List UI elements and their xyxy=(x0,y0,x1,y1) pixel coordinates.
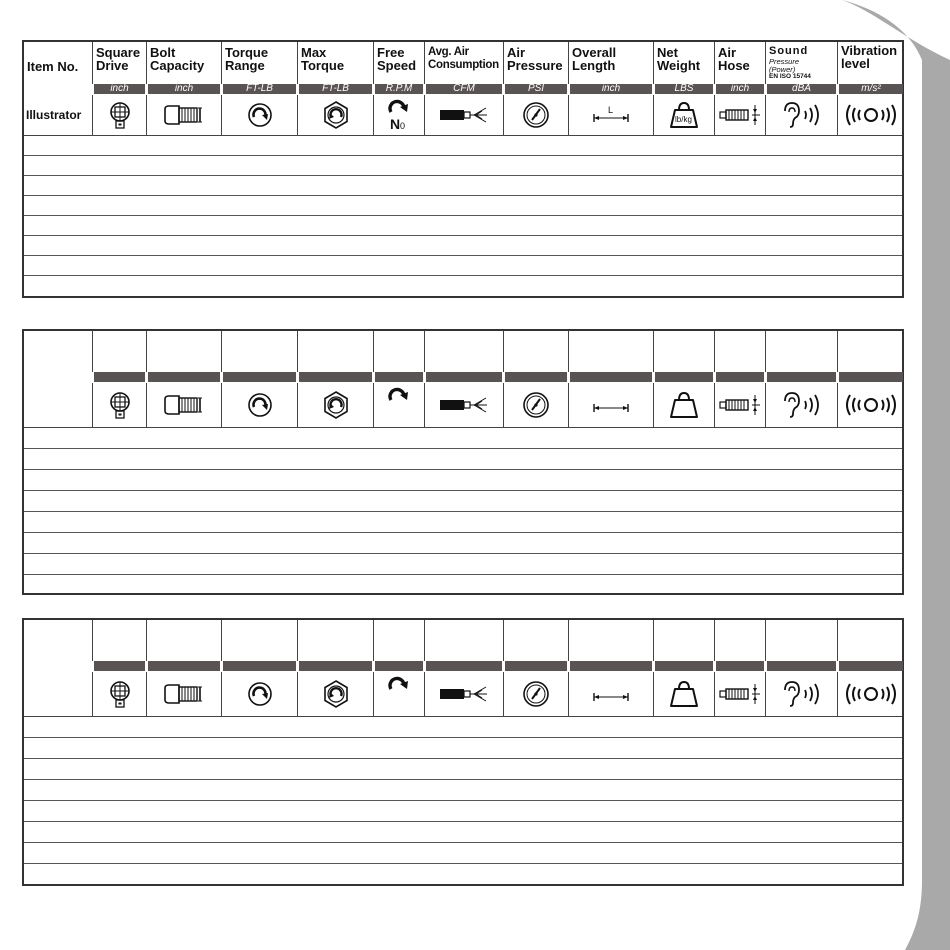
spec-table-1 xyxy=(22,40,904,298)
unit-air-pressure: PSI xyxy=(505,84,567,94)
air-consumption-icon xyxy=(424,672,503,716)
unit-bar xyxy=(767,372,836,382)
header-air-hose xyxy=(714,620,765,661)
header-sound xyxy=(765,620,837,661)
header-vibration xyxy=(837,331,904,372)
unit-bar xyxy=(505,661,567,671)
pressure-gauge-icon xyxy=(503,383,568,427)
unit-net-weight: LBS xyxy=(655,84,713,94)
header-air-hose xyxy=(714,331,765,372)
table-row xyxy=(24,822,902,843)
unit-bar xyxy=(839,661,903,671)
header-vibration: Vibration level xyxy=(837,42,904,84)
header-net-weight xyxy=(653,331,714,372)
torque-range-icon xyxy=(221,95,297,135)
length-l-label: L xyxy=(608,105,614,115)
pressure-gauge-icon xyxy=(503,95,568,135)
icon-row xyxy=(24,94,902,135)
unit-row xyxy=(24,661,902,671)
torque-range-icon xyxy=(221,383,297,427)
table-row xyxy=(24,196,902,216)
header-torque-range xyxy=(221,331,297,372)
unit-bar xyxy=(570,661,652,671)
unit-vibration: m/s² xyxy=(839,84,903,94)
header-bolt-capacity xyxy=(146,620,221,661)
header-sound xyxy=(765,331,837,372)
pressure-gauge-icon xyxy=(503,672,568,716)
table-row xyxy=(24,256,902,276)
header-max-torque xyxy=(297,620,373,661)
length-icon xyxy=(568,95,653,135)
air-consumption-icon xyxy=(424,95,503,135)
max-torque-icon xyxy=(297,672,373,716)
header-square-drive: Square Drive xyxy=(92,42,146,84)
header-free-speed xyxy=(373,620,424,661)
table-row xyxy=(24,575,902,596)
table-row xyxy=(24,554,902,575)
unit-bar xyxy=(299,661,372,671)
header-torque-range xyxy=(221,620,297,661)
free-speed-icon xyxy=(373,672,424,716)
header-air-pressure xyxy=(503,331,568,372)
unit-bar xyxy=(375,372,423,382)
unit-overall-length: inch xyxy=(570,84,652,94)
header-net-weight: Net Weight xyxy=(653,42,714,84)
header-bolt-capacity xyxy=(146,331,221,372)
vibration-icon xyxy=(837,383,904,427)
unit-air-consumption: CFM xyxy=(426,84,502,94)
unit-torque-range: FT-LB xyxy=(223,84,296,94)
header-air-consumption: Avg. Air Consumption xyxy=(424,42,503,84)
unit-sound: dBA xyxy=(767,84,836,94)
header-item-no xyxy=(24,331,92,372)
unit-bar xyxy=(426,661,502,671)
table-row xyxy=(24,449,902,470)
weight-icon xyxy=(653,95,714,135)
unit-bolt-capacity: inch xyxy=(148,84,220,94)
header-overall-length xyxy=(568,331,653,372)
unit-row xyxy=(24,84,902,94)
ear-icon xyxy=(765,383,837,427)
air-hose-icon xyxy=(714,95,765,135)
header-item-no: Item No. xyxy=(27,59,79,74)
unit-air-hose: inch xyxy=(716,84,764,94)
table-row xyxy=(24,717,902,738)
weight-icon xyxy=(653,383,714,427)
max-torque-icon xyxy=(297,95,373,135)
table-row xyxy=(24,801,902,822)
unit-bar xyxy=(148,661,220,671)
header-net-weight xyxy=(653,620,714,661)
header-sound: Sound Pressure (Power) EN ISO 15744 xyxy=(765,42,837,84)
air-hose-icon xyxy=(714,672,765,716)
free-speed-zero-label: 0 xyxy=(400,121,406,131)
illustrator-cell xyxy=(24,383,92,427)
table-row xyxy=(24,512,902,533)
free-speed-icon xyxy=(373,383,424,427)
free-speed-icon xyxy=(373,95,424,135)
unit-bar xyxy=(716,372,764,382)
header-square-drive xyxy=(92,331,146,372)
header-air-consumption xyxy=(424,620,503,661)
max-torque-icon xyxy=(297,383,373,427)
bolt-icon xyxy=(146,95,221,135)
table-row xyxy=(24,738,902,759)
table-row xyxy=(24,780,902,801)
header-air-pressure: Air Pressure xyxy=(503,42,568,84)
vibration-icon xyxy=(837,95,904,135)
vibration-icon xyxy=(837,672,904,716)
header-max-torque: Max Torque xyxy=(297,42,373,84)
unit-bar xyxy=(223,372,296,382)
bolt-icon xyxy=(146,672,221,716)
length-icon xyxy=(568,672,653,716)
unit-bar xyxy=(426,372,502,382)
header-air-consumption xyxy=(424,331,503,372)
unit-bar xyxy=(505,372,567,382)
table-row xyxy=(24,236,902,256)
table-row xyxy=(24,216,902,236)
header-item-no xyxy=(24,620,92,661)
icon-row xyxy=(24,382,902,427)
weight-icon xyxy=(653,672,714,716)
table-row xyxy=(24,533,902,554)
unit-bar xyxy=(223,661,296,671)
table-row xyxy=(24,491,902,512)
free-speed-n-label: N xyxy=(390,116,401,131)
length-icon xyxy=(568,383,653,427)
table-row xyxy=(24,136,902,156)
unit-row xyxy=(24,372,902,382)
air-consumption-icon xyxy=(424,383,503,427)
spec-table-2 xyxy=(22,329,904,595)
square-drive-icon xyxy=(92,95,146,135)
table-row xyxy=(24,428,902,449)
air-hose-icon xyxy=(714,383,765,427)
table-row xyxy=(24,759,902,780)
data-rows xyxy=(24,135,902,296)
header-bolt-capacity: Bolt Capacity xyxy=(146,42,221,84)
data-rows xyxy=(24,427,902,596)
header-square-drive xyxy=(92,620,146,661)
spec-table-3 xyxy=(22,618,904,886)
unit-bar xyxy=(655,661,713,671)
table-header xyxy=(24,42,902,84)
table-row xyxy=(24,864,902,885)
header-air-pressure xyxy=(503,620,568,661)
unit-max-torque: FT-LB xyxy=(299,84,372,94)
table-row xyxy=(24,470,902,491)
header-free-speed xyxy=(373,331,424,372)
unit-free-speed: R.P.M xyxy=(375,84,423,94)
table-row xyxy=(24,176,902,196)
unit-bar xyxy=(655,372,713,382)
table-row xyxy=(24,276,902,296)
illustrator-label: Illustrator xyxy=(26,108,82,122)
unit-bar xyxy=(839,372,903,382)
unit-bar xyxy=(299,372,372,382)
unit-bar xyxy=(148,372,220,382)
unit-bar xyxy=(94,661,145,671)
header-max-torque xyxy=(297,331,373,372)
header-vibration xyxy=(837,620,904,661)
header-air-hose: Air Hose xyxy=(714,42,765,84)
unit-bar xyxy=(570,372,652,382)
illustrator-cell xyxy=(24,672,92,716)
table-header xyxy=(24,331,902,372)
data-rows xyxy=(24,716,902,885)
header-overall-length: Overall Length xyxy=(568,42,653,84)
table-row xyxy=(24,843,902,864)
unit-square-drive: inch xyxy=(94,84,145,94)
table-row xyxy=(24,156,902,176)
bolt-icon xyxy=(146,383,221,427)
unit-bar xyxy=(375,661,423,671)
torque-range-icon xyxy=(221,672,297,716)
table-header xyxy=(24,620,902,661)
ear-icon xyxy=(765,672,837,716)
unit-bar xyxy=(767,661,836,671)
square-drive-icon xyxy=(92,672,146,716)
unit-bar xyxy=(94,372,145,382)
square-drive-icon xyxy=(92,383,146,427)
header-torque-range: Torque Range xyxy=(221,42,297,84)
header-free-speed: Free Speed xyxy=(373,42,424,84)
ear-icon xyxy=(765,95,837,135)
weight-unit-label: lb/kg xyxy=(675,115,692,124)
header-overall-length xyxy=(568,620,653,661)
unit-bar xyxy=(716,661,764,671)
icon-row xyxy=(24,671,902,716)
